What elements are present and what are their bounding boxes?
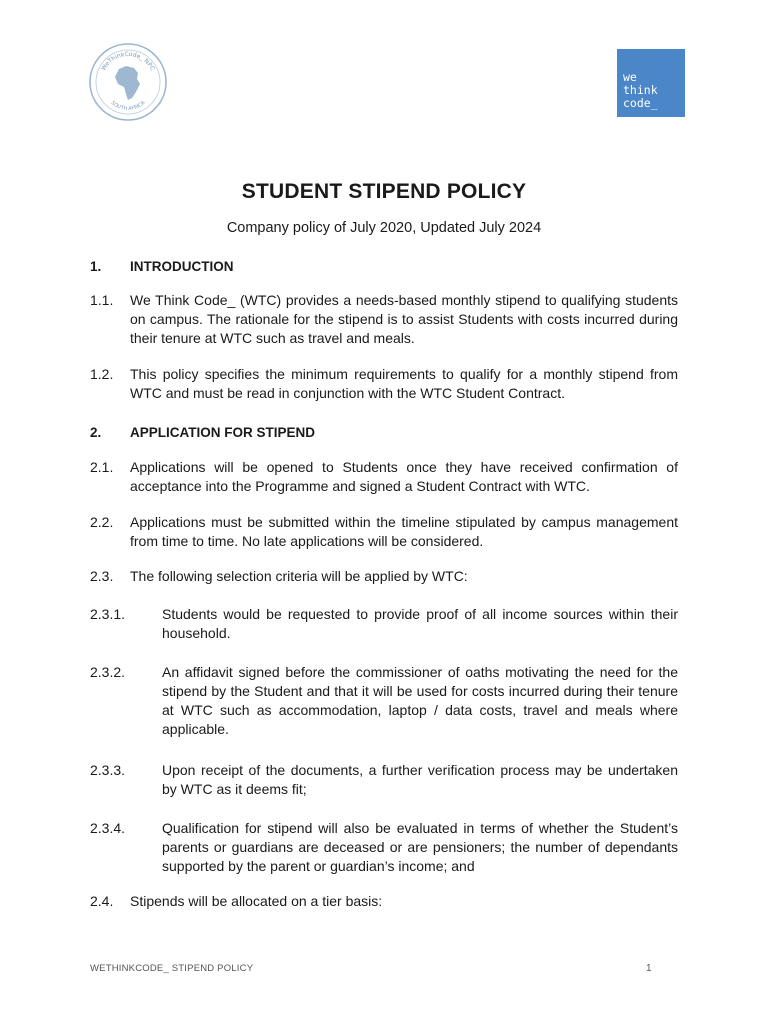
clause-number: 1.2. [90, 366, 114, 382]
clause-number: 2.3.4. [90, 820, 126, 836]
clause-text: This policy specifies the minimum requirements to qualify for a monthly stipend from WTC and must be read in conjunction with the WTC Student Contract. [130, 366, 678, 401]
clause-text: Stipends will be allocated on a tier basis: [130, 893, 383, 909]
clause-text: Applications must be submitted within the timeline stipulated by campus management from time to time. No late applications will be considered. [130, 514, 678, 549]
footer-page-number: 1 [646, 963, 652, 974]
africa-map-icon [115, 66, 140, 100]
clause-number: 1.1. [90, 292, 114, 308]
clause-number: 2.1. [90, 459, 114, 475]
brand-line: think [623, 83, 658, 97]
clause-text: Upon receipt of the documents, a further verification process may be undertaken by WTC as it deems fit; [162, 762, 678, 797]
clause-text: Students would be requested to provide proof of all income sources within their household. [162, 606, 678, 641]
clause-number: 2.3.1. [90, 606, 126, 622]
clause-text: We Think Code_ (WTC) provides a needs-based monthly stipend to qualifying students on campus. The rationale for the stipend is to assist Students with costs incurred during their tenure at WTC such as travel and meals. [130, 292, 678, 346]
seal-top-text: WeThinkCode_ NPC [100, 50, 156, 72]
clause-text: An affidavit signed before the commissioner of oaths motivating the need for the stipend by the Student and that it will be used for costs incurred during their tenure at WTC such as accommodation, laptop / data costs, travel and meals where applicable. [162, 664, 678, 737]
clause-number: 2.4. [90, 893, 114, 909]
section-heading-text: APPLICATION FOR STIPEND [130, 425, 316, 440]
clause-number: 2.3.2. [90, 664, 126, 680]
clause-number: 2.3.3. [90, 762, 126, 778]
footer-document-name: WETHINKCODE_ STIPEND POLICY [90, 963, 254, 974]
wethinkcode-seal-logo [88, 42, 168, 122]
section-number: 2. [90, 425, 102, 440]
wethinkcode-brand-logo [617, 49, 685, 117]
clause-text: Qualification for stipend will also be evaluated in terms of whether the Student’s parents or guardians are deceased or are pensioners; the number of dependants supported by the parent or guardian’s income; and [162, 820, 678, 874]
clause-number: 2.3. [90, 568, 114, 584]
clause-number: 2.2. [90, 514, 114, 530]
page-title: STUDENT STIPEND POLICY [241, 180, 527, 203]
page-subtitle: Company policy of July 2020, Updated July 2024 [226, 220, 542, 236]
clause-text: The following selection criteria will be applied by WTC: [130, 568, 468, 584]
seal-bottom-text: SOUTH AFRICA [109, 100, 147, 113]
section-heading-text: INTRODUCTION [130, 259, 234, 274]
section-number: 1. [90, 259, 102, 274]
brand-line: we [623, 70, 637, 84]
brand-line: code_ [623, 96, 658, 110]
clause-text: Applications will be opened to Students once they have received confirmation of acceptance into the Programme and signed a Student Contract with WTC. [130, 459, 678, 494]
seal-graphic [88, 42, 168, 122]
